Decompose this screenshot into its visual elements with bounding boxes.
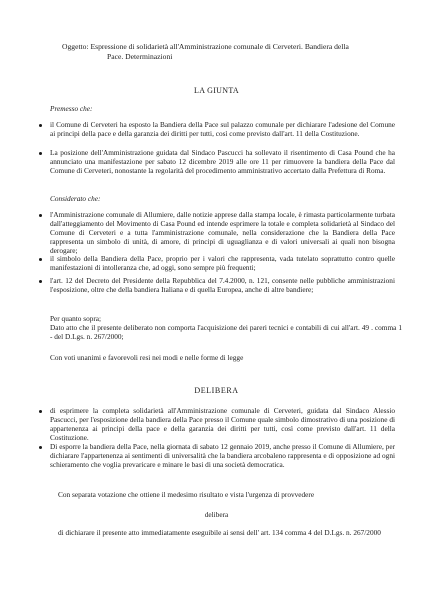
considerato-heading: Considerato che:: [50, 194, 101, 203]
subject-line-1: Oggetto: Espressione di solidarietà all'Amministrazione comunale di Cerveteri. Bandiera della: [62, 42, 349, 51]
bullet-icon: [39, 410, 42, 413]
delibera-small-heading: delibera: [204, 510, 229, 519]
bullet-icon: [39, 214, 42, 217]
dato-atto-text: Dato atto che il presente deliberato non comporta l'acquisizione dei pareri tecnici e contabili di cui all'art. 49 . comma 1 - del D.Lgs. n. 267/2000;: [50, 323, 402, 341]
separata-text: Con separata votazione che ottiene il medesimo risultato e vista l'urgenza di provvedere: [58, 490, 315, 499]
voti-text: Con voti unanimi e favorevoli resi nei modi e nelle forme di legge: [50, 353, 244, 362]
bullet-icon: [39, 280, 42, 283]
delibera-item-2: Di esporre la bandiera della Pace, nella giornata di sabato 12 gennaio 2019, anche presso il Comune di Allumiere, per dichiarare l'appartenenza ai sentimenti di universalità che la bandiera arcobaleno rappresenta e di opposizione ad ogni schieramento che voglia prevaricare e minare le basi di una società democratica.: [50, 442, 395, 469]
giunta-heading: LA GIUNTA: [194, 86, 239, 95]
delibera-item-1: di esprimere la completa solidarietà all'Amministrazione comunale di Cerveteri, guidata dal Sindaco Alessio Pascucci, per l'esposizione della bandiera della Pace presso il Comune quale simbolo dimostrativo di una posizione di appartenenza ai principi della pace e della garanzia dei diritti per tutti, così come previsto dall'art. 11 della Costituzione.: [50, 406, 395, 442]
per-quanto-line: Per quanto sopra;: [50, 314, 102, 323]
final-text: di dichiarare il presente atto immediatamente eseguibile ai sensi dell' art. 134 comma 4 del D.Lgs. n. 267/2000: [58, 528, 381, 537]
considerato-item-3: l'art. 12 del Decreto del Presidente della Repubblica del 7.4.2000, n. 121, consente nelle pubbliche amministrazioni l'esposizione, oltre che della bandiera Italiana e di quella Europea, anche di altre bandiere;: [50, 276, 395, 294]
bullet-icon: [39, 124, 42, 127]
bullet-icon: [39, 258, 42, 261]
subject-line-2: Pace. Determinazioni: [107, 51, 173, 61]
premesso-item-1: il Comune di Cerveteri ha esposto la Bandiera della Pace sul palazzo comunale per dichiarare l'adesione del Comune ai principi della pace e della garanzia dei diritti per tutti, così come previsto dall'art. 11 della Costituzione.: [50, 120, 395, 138]
document-subject: [62, 42, 402, 61]
premesso-item-2: La posizione dell'Amministrazione guidata dal Sindaco Pascucci ha sollevato il risentimento di Casa Pound che ha annunciato una manifestazione per sabato 12 dicembre 2019 alle ore 11 per rimuovere la bandiera della Pace dal Comune di Cerveteri, nonostante la regolarità del procedimento amministrativo accertato dalla Prefettura di Roma.: [50, 148, 395, 175]
premesso-heading: Premesso che:: [50, 104, 93, 113]
considerato-item-2: il simbolo della Bandiera della Pace, proprio per i valori che rappresenta, vada tutelato soprattutto contro quelle manifestazioni di intolleranza che, ad oggi, sono sempre più frequenti;: [50, 254, 395, 272]
considerato-item-1: l'Amministrazione comunale di Allumiere, dalle notizie apprese dalla stampa locale, è rimasta particolarmente turbata dall'atteggiamento del Movimento di Casa Pound ed intende esprimere la totale e completa solidarietà al Sindaco del Comune di Cerveteri e a tutta l'amministrazione comunale, nella considerazione che la Bandiera della Pace rappresenta un simbolo di unità, di amore, di principi di uguaglianza e di valori universali ai quali non bisogna derogare;: [50, 210, 395, 255]
delibera-heading: DELIBERA: [194, 386, 239, 395]
bullet-icon: [39, 446, 42, 449]
bullet-icon: [39, 152, 42, 155]
